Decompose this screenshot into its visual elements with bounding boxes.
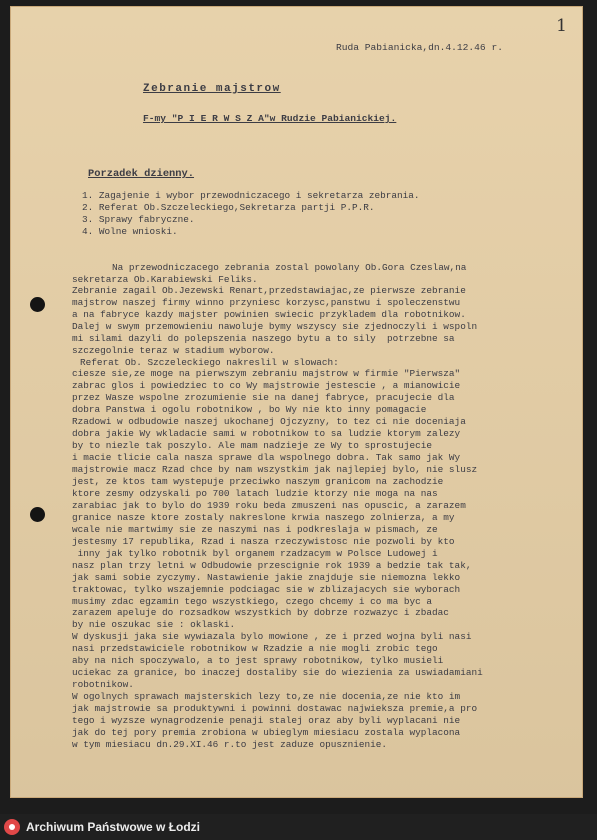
document-subtitle: F-my "P I E R W S Z A"w Rudzie Pabianickiej.	[143, 113, 397, 124]
place-date: Ruda Pabianicka,dn.4.12.46 r.	[336, 42, 503, 53]
body-line: zarazem apeluje do rozsadkow wszystkich by dobrze rozwazyc i zbadac	[72, 607, 449, 618]
agenda-item-2: 2. Referat Ob.Szczeleckiego,Sekretarza partji P.P.R.	[82, 202, 375, 213]
body-line: W ogolnych sprawach majsterskich lezy to,ze nie docenia,ze nie kto im	[72, 691, 461, 702]
body-line: robotnikow.	[72, 679, 134, 690]
agenda-item-1: 1. Zagajenie i wybor przewodniczacego i sekretarza zebrania.	[82, 190, 420, 201]
body-line: sekretarza Ob.Karabiewski Feliks.	[72, 274, 258, 285]
body-line: jak sami sobie zyczymy. Nastawienie jakie znajduje sie niemozna lekko	[72, 572, 461, 583]
body-line: Rzadowi w odbudowie naszej ukochanej Ojczyzny, to tez ci nie doceniaja	[72, 416, 466, 427]
body-line: Zebranie zagail Ob.Jezewski Renart,przedstawiajac,ze pierwsze zebranie	[72, 285, 466, 296]
body-line: by to niezle tak poszylo. Ale mam nadzieje ze Wy to sprostujecie	[72, 440, 433, 451]
body-line: inny jak tylko robotnik byl organem rzadzacym w Polsce Ludowej i	[72, 548, 438, 559]
body-line: zabrac glos i powiedziec to co Wy majstrowie jestescie , a mianowicie	[72, 380, 461, 391]
body-line: dobra jakie Wy wkladacie sami w robotnikow to sa ludzie ktorym zalezy	[72, 428, 461, 439]
body-line: Dalej w swym przemowieniu nawoluje bymy wszyscy sie zjednoczyli i wspoln	[72, 321, 478, 332]
body-line: szczegolnie teraz w stadium wyborow.	[72, 345, 275, 356]
body-line: wcale nie martwimy sie ze naszymi nas i podkreslaja w pismach, ze	[72, 524, 438, 535]
body-line: uciekac za granice, bo inaczej dostaliby sie do wiezienia za uswiadamiani	[72, 667, 483, 678]
body-line: mi silami dazyli do polepszenia naszego bytu a to sily potrzebne sa	[72, 333, 455, 344]
body-line: jak do tej pory premia zrobiona w ubieglym miesiacu zostala wyplacona	[72, 727, 461, 738]
punch-hole-top	[30, 297, 45, 312]
body-line: dobra Panstwa i ogolu robotnikow , bo Wy nie kto inny pomagacie	[72, 404, 427, 415]
body-line: w tym miesiacu dn.29.XI.46 r.to jest zaduze opusznienie.	[72, 739, 388, 750]
body-line: traktowac, tylko wszajemnie podciagac sie w zblizajacych sie wyborach	[72, 584, 461, 595]
body-line: Referat Ob. Szczeleckiego nakreslil w slowach:	[80, 357, 339, 368]
body-line: granice nasze ktore zostaly nakreslone krwia naszego zolnierza, a my	[72, 512, 455, 523]
body-line: W dyskusji jaka sie wywiazala bylo mowione , ze i przed wojna byli nasi	[72, 631, 472, 642]
punch-hole-bottom	[30, 507, 45, 522]
body-line: ktore zesmy odzyskali po 700 latach ludzie ktorzy nie moga na nas	[72, 488, 438, 499]
body-line: jestesmy 17 republika, Rzad i nasza rzeczywistosc nie pozwoli by kto	[72, 536, 455, 547]
archive-footer-bar	[0, 814, 597, 840]
body-line: majstrow naszej firmy winno przyniesc korzysc,panstwu i spoleczenstwu	[72, 297, 461, 308]
body-line: tego i wyzsze wynagrodzenie penaji stalej oraz aby byli wyplacani nie	[72, 715, 461, 726]
body-line: Na przewodniczacego zebrania zostal powolany Ob.Gora Czeslaw,na	[112, 262, 467, 273]
body-line: jak majstrowie sa produktywni i powinni dostawac najwieksza premie,a pro	[72, 703, 478, 714]
body-line: nasz plan trzy letni w Odbudowie przescignie rok 1939 a bedzie tak tak,	[72, 560, 472, 571]
document-title: Zebranie majstrow	[143, 83, 281, 95]
body-line: przez Wasze wspolne zrozumienie sie na danej fabryce, pracujecie dla	[72, 392, 455, 403]
body-line: i macie tlicie cala nasza sprawe dla wspolnego dobra. Tak samo jak Wy	[72, 452, 461, 463]
body-line: nasi przedstawiciele robotnikow w Rzadzie a nie mogli zrobic tego	[72, 643, 438, 654]
agenda-item-4: 4. Wolne wnioski.	[82, 226, 178, 237]
archive-logo-icon	[4, 819, 20, 835]
body-line: by nie oszukac sie : oklaski.	[72, 619, 236, 630]
archive-name: Archiwum Państwowe w Łodzi	[26, 820, 201, 834]
body-line: zarabiac jak to bylo do 1939 roku beda zmuszeni nas opuscic, a zarazem	[72, 500, 466, 511]
agenda-item-3: 3. Sprawy fabryczne.	[82, 214, 195, 225]
body-line: musimy zdac egzamin tego wszystkiego, czego chcemy i co ma byc a	[72, 596, 433, 607]
agenda-heading: Porzadek dzienny.	[88, 168, 195, 180]
body-line: majstrowie macz Rzad chce by nam wszystkim jak najlepiej bylo, nie slusz	[72, 464, 478, 475]
body-line: jest, ze ktos tam wystepuje przeciwko naszym granicom na zachodzie	[72, 476, 444, 487]
body-line: ciesze sie,ze moge na pierwszym zebraniu majstrow w firmie "Pierwsza"	[72, 368, 461, 379]
body-line: aby na nich spoczywalo, a to jest sprawy robotnikow, tylko musieli	[72, 655, 444, 666]
document-page	[10, 6, 583, 798]
body-line: a na fabryce kazdy majster powinien swiecic przykladem dla robotnikow.	[72, 309, 466, 320]
page-number-handwritten: 1	[556, 16, 567, 36]
